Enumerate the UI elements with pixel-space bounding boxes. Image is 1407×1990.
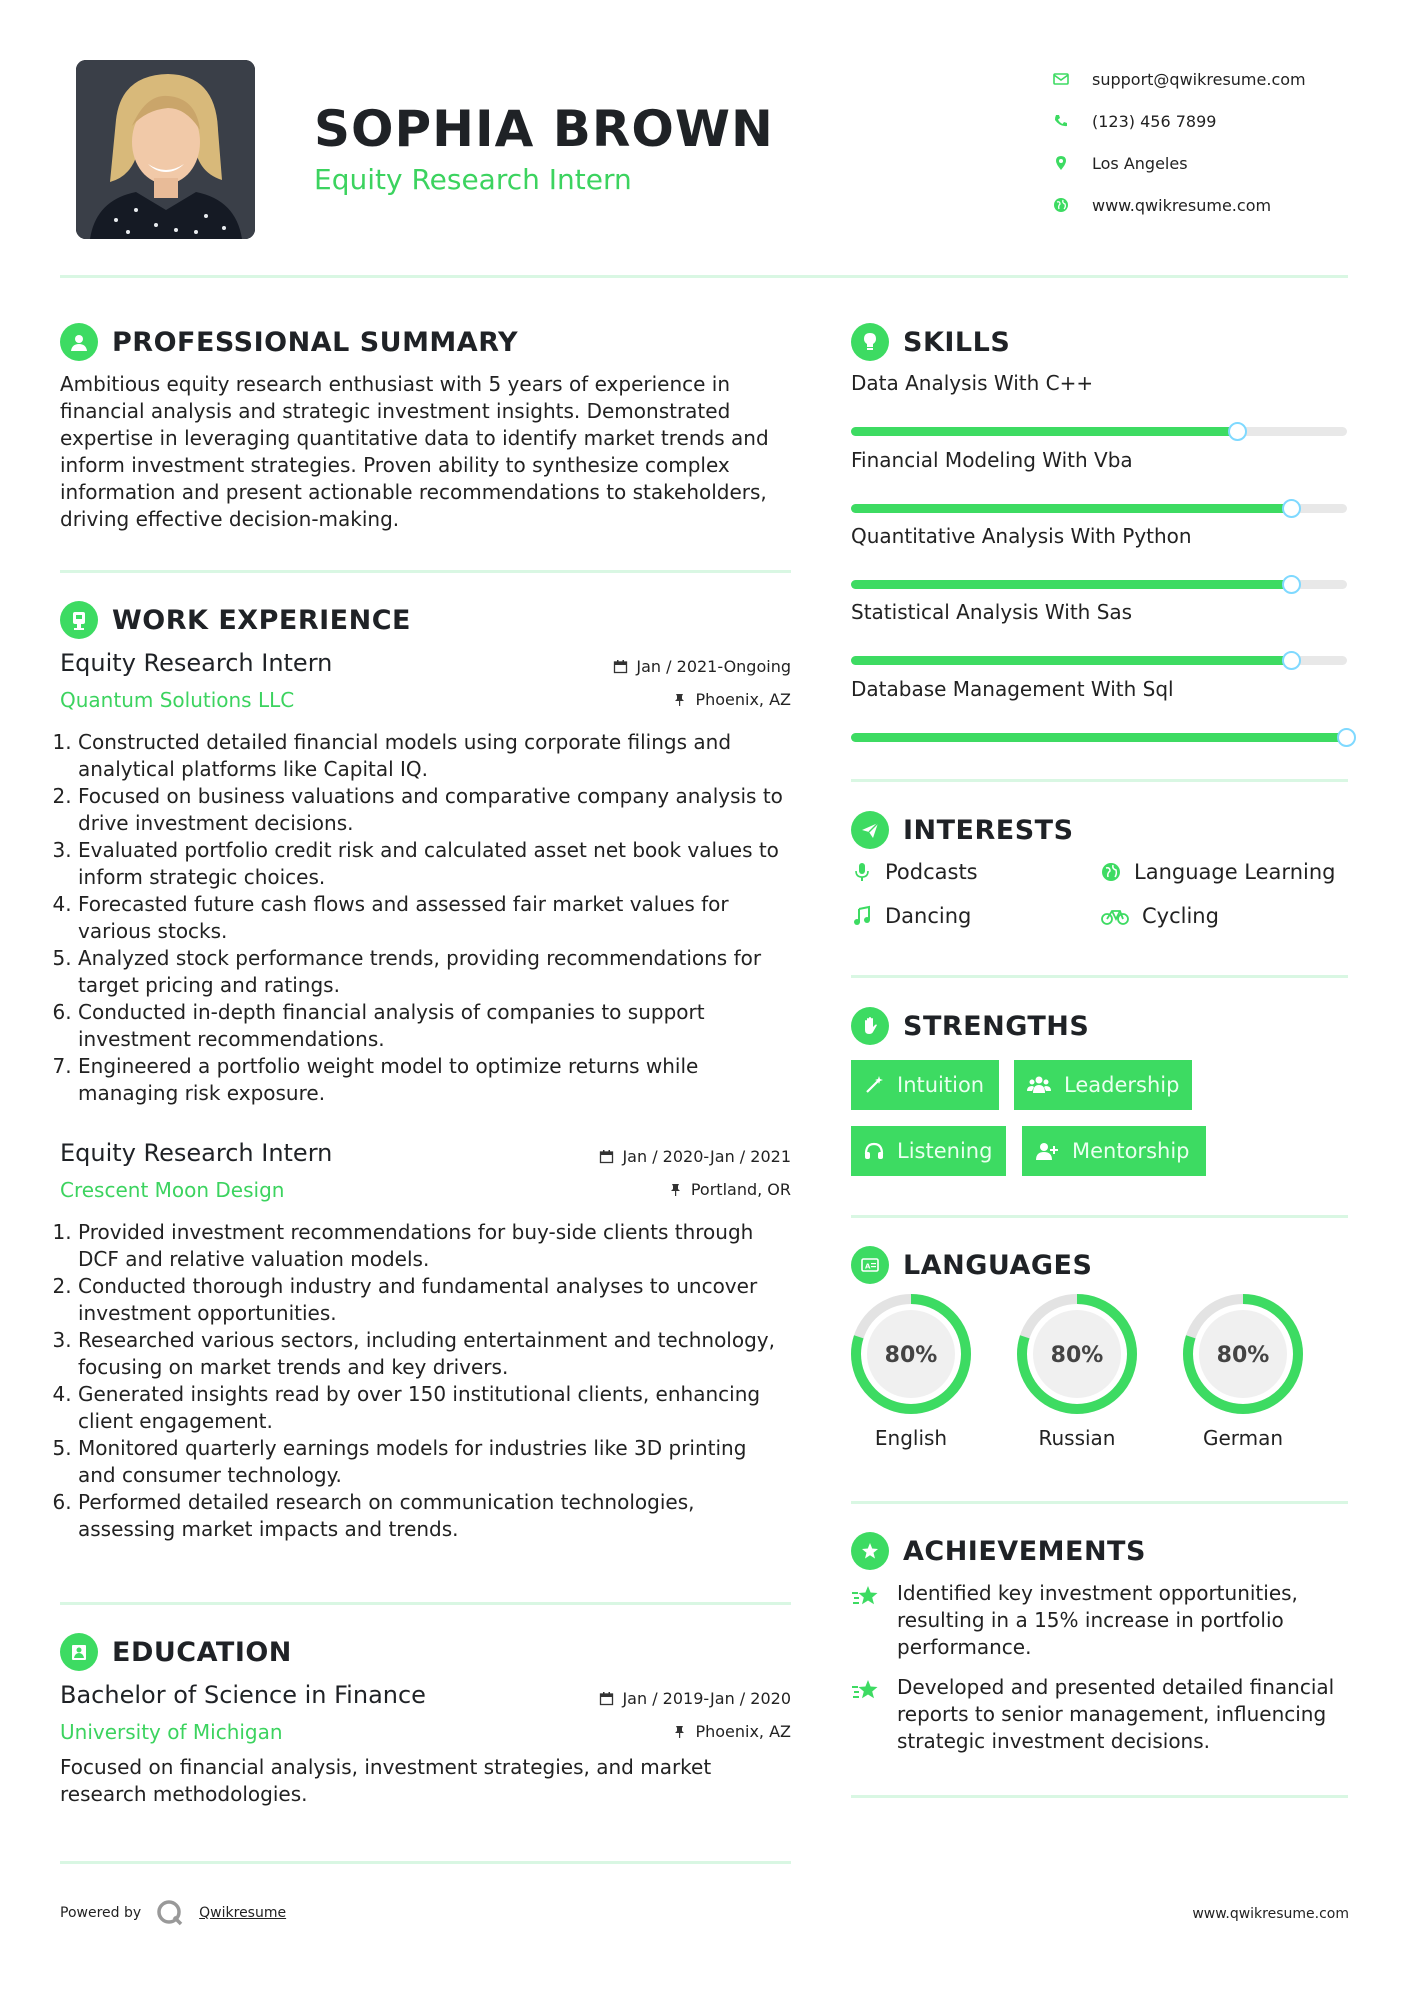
education-divider: [60, 1861, 791, 1864]
education-dates: [599, 1689, 791, 1708]
skill-item: [851, 524, 1351, 589]
job-2-bullet: 3. Researched various sectors, including entertainment and technology, focusing on market trends and key drivers.: [78, 1327, 790, 1381]
interest-language-learning: [1100, 860, 1335, 884]
interests-divider: [851, 975, 1348, 978]
pin-icon: [672, 1724, 687, 1739]
interest-cycling: [1100, 904, 1219, 928]
skill-bar-fill: [851, 504, 1292, 513]
strength-label: Intuition: [897, 1073, 985, 1097]
education-school: University of Michigan: [60, 1720, 283, 1744]
skill-name: Database Management With Sql: [851, 677, 1174, 701]
language-german: [1181, 1292, 1305, 1450]
footer-website[interactable]: www.qwikresume.com: [1192, 1906, 1349, 1922]
skill-bar: [851, 733, 1347, 742]
skill-item: [851, 677, 1351, 742]
strength-label: Listening: [897, 1139, 993, 1163]
language-english: [849, 1292, 973, 1450]
calendar-icon: [599, 1691, 614, 1706]
experience-heading: [60, 601, 411, 639]
star-icon: [851, 1676, 881, 1706]
skills-divider: [851, 779, 1348, 782]
job-1-location: [672, 690, 791, 709]
skill-bar-knob: [1282, 499, 1301, 518]
skill-bar-fill: [851, 427, 1238, 436]
interest-podcasts: [851, 860, 978, 884]
job-1-bullet: 7. Engineered a portfolio weight model to optimize returns while managing risk exposure.: [78, 1053, 790, 1107]
interests-title: INTERESTS: [903, 814, 1074, 846]
microphone-icon: [851, 861, 873, 883]
user-icon: [60, 323, 98, 361]
job-2-bullet: 4. Generated insights read by over 150 institutional clients, enhancing client engagement.: [78, 1381, 790, 1435]
job-1-bullet: 1. Constructed detailed financial models using corporate filings and analytical platforms like Capital IQ.: [78, 729, 790, 783]
interest-label: Cycling: [1142, 904, 1219, 928]
globe-icon: [1052, 196, 1070, 214]
contact-block: [1052, 58, 1372, 226]
skill-name: Financial Modeling With Vba: [851, 448, 1133, 472]
experience-divider: [60, 1602, 791, 1605]
strength-label: Leadership: [1064, 1073, 1180, 1097]
job-1-title: Equity Research Intern: [60, 649, 333, 677]
language-gauge: [1181, 1292, 1305, 1416]
skill-name: Data Analysis With C++: [851, 371, 1094, 395]
strength-chip-leadership: [1014, 1060, 1192, 1110]
skill-bar-fill: [851, 580, 1292, 589]
education-text: Focused on financial analysis, investment strategies, and market research methodologies.: [60, 1755, 712, 1806]
skill-bar: [851, 504, 1347, 513]
briefcase-icon: [60, 601, 98, 639]
hand-icon: [851, 1007, 889, 1045]
summary-heading: [60, 323, 518, 361]
svg-text:A: A: [865, 1262, 871, 1271]
language-icon: [851, 1246, 889, 1284]
job-1-bullet: 3. Evaluated portfolio credit risk and calculated asset net book values to inform strategic choices.: [78, 837, 790, 891]
user-plus-icon: [1034, 1140, 1060, 1162]
job-2-location: [668, 1180, 791, 1199]
job-1-bullet: 4. Forecasted future cash flows and assessed fair market values for various stocks.: [78, 891, 790, 945]
education-location-text: Phoenix, AZ: [695, 1722, 791, 1741]
contact-website[interactable]: [1052, 184, 1372, 226]
skills-title: SKILLS: [903, 326, 1011, 358]
strengths-heading: [851, 1007, 1089, 1045]
contact-email-text: support@qwikresume.com: [1092, 69, 1306, 89]
achievements-heading: [851, 1532, 1146, 1570]
users-icon: [1026, 1074, 1052, 1096]
skill-bar-fill: [851, 733, 1347, 742]
strengths-divider: [851, 1215, 1348, 1218]
language-name: German: [1202, 1426, 1284, 1450]
skill-bar: [851, 427, 1347, 436]
summary-text: Ambitious equity research enthusiast with 5 years of experience in financial analysis and strategic investment insights. Demonstrated expertise in leveraging quantitative data to identify market trends and inform investment strategies. Proven ability to synthesize complex information and present actionable recommendations to stakeholders, driving effective decision-making.: [60, 372, 769, 531]
education-location: [672, 1722, 791, 1741]
portrait-image: [76, 60, 255, 239]
skill-name: Quantitative Analysis With Python: [851, 524, 1192, 548]
education-dates-text: Jan / 2019-Jan / 2020: [622, 1689, 791, 1708]
bicycle-icon: [1100, 905, 1130, 927]
job-2-bullet: 6. Performed detailed research on communication technologies, assessing market impacts and trends.: [78, 1489, 790, 1543]
job-2-location-text: Portland, OR: [690, 1180, 791, 1199]
interest-label: Language Learning: [1134, 860, 1336, 884]
star-icon: [851, 1582, 881, 1612]
language-percent: 80%: [884, 1343, 938, 1368]
pin-icon: [672, 692, 687, 707]
skill-bar-knob: [1282, 651, 1301, 670]
calendar-icon: [599, 1149, 614, 1164]
education-title: EDUCATION: [112, 1636, 292, 1668]
contact-location: [1052, 142, 1372, 184]
skill-bar-knob: [1337, 728, 1356, 747]
contact-phone-text: (123) 456 7899: [1092, 111, 1217, 131]
job-2-bullets: [60, 1219, 790, 1543]
summary-title: PROFESSIONAL SUMMARY: [112, 326, 519, 358]
job-1-bullet: 2. Focused on business valuations and comparative company analysis to drive investment decisions.: [78, 783, 790, 837]
achievement-text: Identified key investment opportunities, resulting in a 15% increase in portfolio performance.: [897, 1581, 1298, 1659]
education-degree: Bachelor of Science in Finance: [60, 1681, 426, 1709]
interest-label: Dancing: [885, 904, 972, 928]
strength-label: Mentorship: [1072, 1139, 1190, 1163]
contact-email[interactable]: [1052, 58, 1372, 100]
achievement-text: Developed and presented detailed financial reports to senior management, influencing strategic investment decisions.: [897, 1675, 1335, 1753]
candidate-name: SOPHIA BROWN: [314, 100, 774, 158]
job-2-company: Crescent Moon Design: [60, 1178, 285, 1202]
job-1-dates: [613, 657, 791, 676]
job-1-company: Quantum Solutions LLC: [60, 688, 295, 712]
lightbulb-icon: [851, 323, 889, 361]
candidate-role: Equity Research Intern: [314, 163, 632, 196]
powered-by-text: Powered by: [60, 1905, 142, 1921]
job-2-bullet: 1. Provided investment recommendations for buy-side clients through DCF and relative valuation models.: [78, 1219, 790, 1273]
job-1-bullet: 5. Analyzed stock performance trends, providing recommendations for target pricing and ratings.: [78, 945, 790, 999]
footer-powered-by: [60, 1898, 286, 1928]
job-1-dates-text: Jan / 2021-Ongoing: [636, 657, 791, 676]
job-2-title: Equity Research Intern: [60, 1139, 333, 1167]
job-2-dates-text: Jan / 2020-Jan / 2021: [622, 1147, 791, 1166]
education-heading: [60, 1633, 292, 1671]
skill-bar: [851, 580, 1347, 589]
skill-bar-knob: [1228, 422, 1247, 441]
interests-heading: [851, 811, 1074, 849]
skill-name: Statistical Analysis With Sas: [851, 600, 1133, 624]
job-1-bullets: [60, 729, 790, 1107]
achievement-item: [851, 1580, 1361, 1661]
achievements-title: ACHIEVEMENTS: [903, 1535, 1146, 1567]
language-gauge: [1015, 1292, 1139, 1416]
qwikresume-logo-icon: [155, 1898, 185, 1928]
experience-title: WORK EXPERIENCE: [112, 604, 411, 636]
skill-bar-fill: [851, 656, 1292, 665]
languages-divider: [851, 1501, 1348, 1504]
graduation-icon: [60, 1633, 98, 1671]
star-badge-icon: [851, 1532, 889, 1570]
language-percent: 80%: [1050, 1343, 1104, 1368]
job-2-dates: [599, 1147, 791, 1166]
strength-chip-mentorship: [1022, 1126, 1206, 1176]
summary-divider: [60, 570, 791, 573]
skill-item: [851, 448, 1351, 513]
mail-icon: [1052, 70, 1070, 88]
strength-chip-intuition: [851, 1060, 999, 1110]
music-note-icon: [851, 905, 873, 927]
location-pin-icon: [1052, 154, 1070, 172]
skill-bar: [851, 656, 1347, 665]
interest-dancing: [851, 904, 971, 928]
calendar-icon: [613, 659, 628, 674]
qwikresume-link[interactable]: Qwikresume: [199, 1905, 287, 1921]
contact-website-text: www.qwikresume.com: [1092, 195, 1272, 215]
pin-icon: [668, 1182, 683, 1197]
skill-item: [851, 600, 1351, 665]
skills-heading: [851, 323, 1010, 361]
achievement-item: [851, 1674, 1361, 1755]
job-2-bullet: 2. Conducted thorough industry and fundamental analyses to uncover investment opportunities.: [78, 1273, 790, 1327]
interest-label: Podcasts: [885, 860, 978, 884]
skill-bar-knob: [1282, 575, 1301, 594]
strength-chip-listening: [851, 1126, 1006, 1176]
magic-wand-icon: [863, 1074, 885, 1096]
languages-title: LANGUAGES: [903, 1249, 1093, 1281]
job-2-bullet: 5. Monitored quarterly earnings models for industries like 3D printing and consumer technology.: [78, 1435, 790, 1489]
language-russian: [1015, 1292, 1139, 1450]
language-name: Russian: [1038, 1426, 1116, 1450]
achievements-divider: [851, 1795, 1348, 1798]
job-1-bullet: 6. Conducted in-depth financial analysis of companies to support investment recommendations.: [78, 999, 790, 1053]
contact-location-text: Los Angeles: [1092, 153, 1188, 173]
globe-icon: [1100, 861, 1122, 883]
language-gauge: [849, 1292, 973, 1416]
strengths-title: STRENGTHS: [903, 1010, 1090, 1042]
paper-plane-icon: [851, 811, 889, 849]
language-percent: 80%: [1216, 1343, 1270, 1368]
header-divider: [60, 275, 1348, 278]
contact-phone[interactable]: [1052, 100, 1372, 142]
headphones-icon: [863, 1140, 885, 1162]
skill-item: [851, 371, 1351, 436]
language-name: English: [874, 1426, 948, 1450]
job-1-location-text: Phoenix, AZ: [695, 690, 791, 709]
phone-icon: [1052, 112, 1070, 130]
profile-photo: [76, 60, 255, 239]
languages-heading: [851, 1246, 1092, 1284]
